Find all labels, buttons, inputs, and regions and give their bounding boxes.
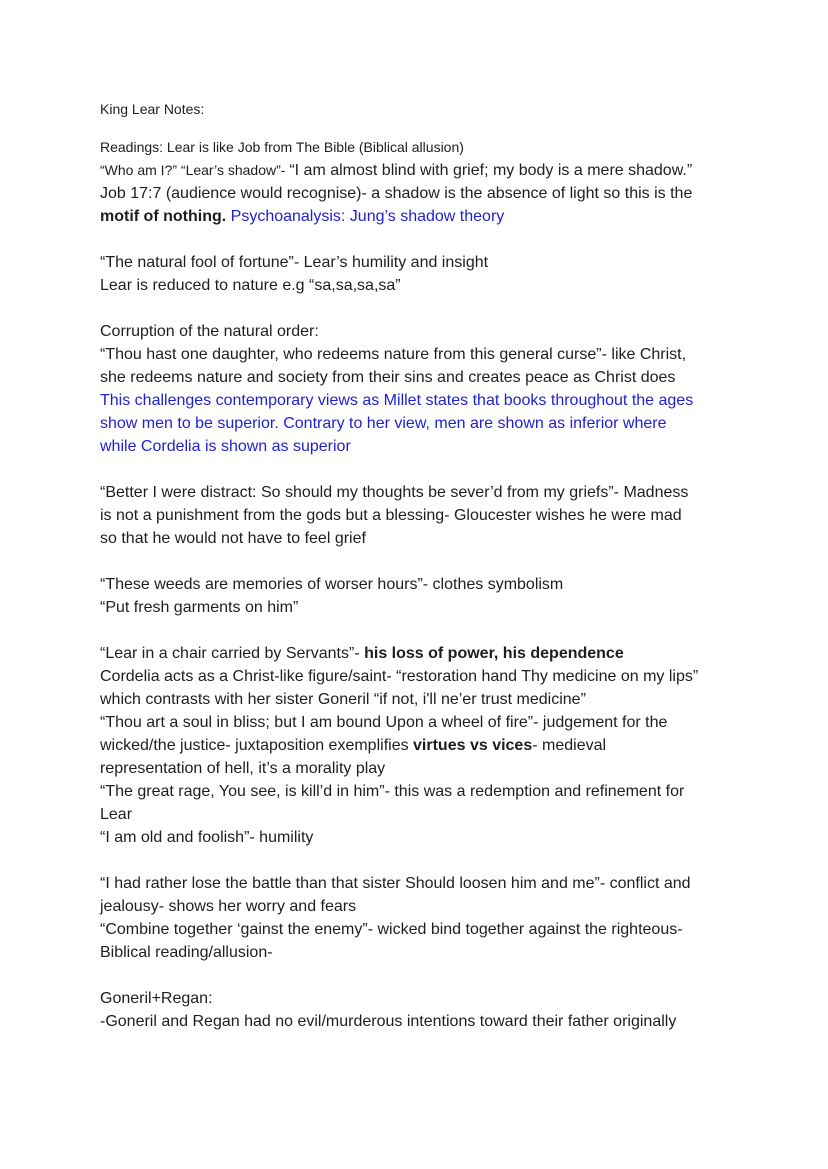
text-line (100, 343, 780, 366)
bold-text: virtues vs vices (413, 737, 533, 754)
text-line (100, 435, 780, 458)
text-line (100, 734, 780, 757)
text-line (100, 136, 780, 159)
paragraph (100, 573, 780, 619)
text-segment: Cordelia acts as a Christ-like figure/saint- “restoration hand Thy medicine on my lips” (100, 668, 699, 685)
text-segment: she redeems nature and society from their sins and creates peace as Christ does (100, 369, 676, 386)
text-segment: “Lear in a chair carried by Servants”- (100, 645, 365, 662)
paragraph (100, 320, 780, 458)
document-page (100, 98, 780, 1056)
text-segment: -Goneril and Regan had no evil/murderous intentions toward their father originally (100, 1013, 677, 1030)
highlighted-text: show men to be superior. Contrary to her view, men are shown as inferior where (100, 415, 667, 432)
text-segment: “Thou art a soul in bliss; but I am bound Upon a wheel of fire”- judgement for the (100, 714, 668, 731)
text-line (100, 320, 780, 343)
bold-text: motif of nothing. (100, 208, 227, 225)
text-line (100, 757, 780, 780)
text-line (100, 895, 780, 918)
text-segment: representation of hell, it’s a morality play (100, 760, 386, 777)
highlighted-text: Psychoanalysis: Jung’s shadow theory (230, 208, 505, 225)
text-segment: “Thou hast one daughter, who redeems nature from this general curse”- like Christ, (100, 346, 687, 363)
paragraph (100, 987, 780, 1033)
text-line (100, 918, 780, 941)
text-segment: “These weeds are memories of worser hours”- clothes symbolism (100, 576, 564, 593)
text-segment: “Combine together ‘gainst the enemy”- wicked bind together against the righteous- (100, 921, 683, 938)
text-segment: Goneril+Regan: (100, 990, 213, 1007)
text-line (100, 803, 780, 826)
text-line (100, 573, 780, 596)
text-segment: “The natural fool of fortune”- Lear’s humility and insight (100, 254, 489, 271)
text-line (100, 389, 780, 412)
paragraph (100, 481, 780, 550)
document-title: King Lear Notes: (100, 101, 205, 117)
text-line (100, 481, 780, 504)
text-line (100, 159, 780, 182)
paragraph (100, 642, 780, 849)
text-line (100, 412, 780, 435)
text-line (100, 826, 780, 849)
text-segment: so that he would not have to feel grief (100, 530, 366, 547)
text-segment: Lear is reduced to nature e.g “sa,sa,sa,sa” (100, 277, 401, 294)
text-line (100, 688, 780, 711)
text-segment: “I am almost blind with grief; my body is a mere shadow.” (289, 162, 693, 179)
text-line (100, 941, 780, 964)
text-segment: “The great rage, You see, is kill’d in him”- this was a redemption and refinement for (100, 783, 685, 800)
text-line (100, 274, 780, 297)
text-line (100, 527, 780, 550)
text-line (100, 1010, 780, 1033)
text-line (100, 182, 780, 205)
text-line (100, 711, 780, 734)
text-line (100, 665, 780, 688)
text-segment: “I had rather lose the battle than that sister Should loosen him and me”- conflict and (100, 875, 691, 892)
text-segment: “Who am I?” “Lear’s shadow”- (100, 162, 290, 178)
text-line (100, 504, 780, 527)
document-body (100, 136, 780, 1033)
text-line (100, 366, 780, 389)
text-segment: “Better I were distract: So should my thoughts be sever’d from my griefs”- Madness (100, 484, 689, 501)
text-segment: “I am old and foolish”- humility (100, 829, 314, 846)
text-segment: Readings: Lear is like Job from The Bible (Biblical allusion) (100, 139, 464, 155)
text-line (100, 987, 780, 1010)
text-segment: Job 17:7 (audience would recognise)- a shadow is the absence of light so this is the (100, 185, 693, 202)
text-line (100, 596, 780, 619)
highlighted-text: This challenges contemporary views as Millet states that books throughout the ages (100, 392, 694, 409)
text-segment: is not a punishment from the gods but a blessing- Gloucester wishes he were mad (100, 507, 682, 524)
text-segment: jealousy- shows her worry and fears (100, 898, 357, 915)
text-line (100, 251, 780, 274)
text-segment: “Put fresh garments on him” (100, 599, 299, 616)
text-segment: Lear (100, 806, 133, 823)
text-line (100, 780, 780, 803)
text-segment: - medieval (532, 737, 607, 754)
text-line (100, 872, 780, 895)
paragraph (100, 136, 780, 228)
text-line (100, 205, 780, 228)
text-segment: which contrasts with her sister Goneril “if not, i'll ne’er trust medicine” (100, 691, 586, 708)
text-segment: Biblical reading/allusion- (100, 944, 273, 961)
paragraph (100, 251, 780, 297)
paragraph (100, 872, 780, 964)
bold-text: his loss of power, his dependence (364, 645, 624, 662)
text-segment: Corruption of the natural order: (100, 323, 319, 340)
text-segment: wicked/the justice- juxtaposition exemplifies (100, 737, 414, 754)
highlighted-text: while Cordelia is shown as superior (100, 438, 351, 455)
text-line (100, 642, 780, 665)
